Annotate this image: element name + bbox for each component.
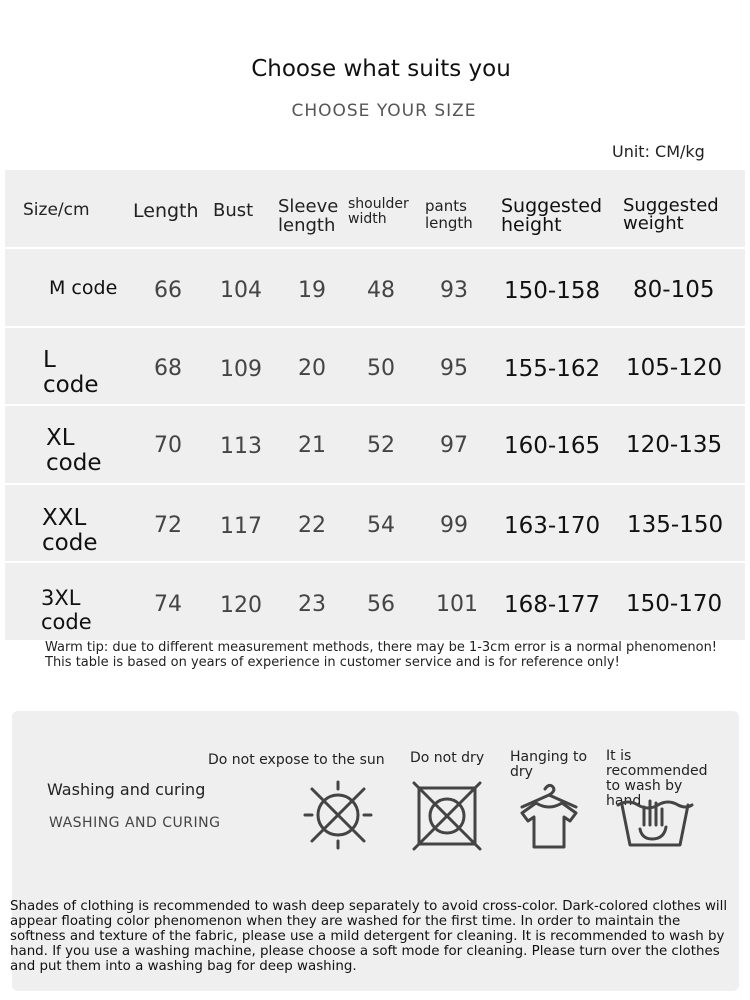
sleeve-value: 23 [298,592,326,617]
length-value: 74 [154,592,182,617]
page-title: Choose what suits you [251,56,511,82]
shoulder-value: 48 [367,278,395,303]
weight-value: 135-150 [627,512,724,538]
pants-value: 93 [440,278,468,303]
length-value: 70 [154,433,182,458]
table-row [5,483,745,562]
table-row [5,561,745,642]
label-hand-wash: It is recommended to wash by hand [606,748,708,809]
size-label: XXL code [42,505,98,556]
unit-label: Unit: CM/kg [612,142,705,161]
header-bust: Bust [213,200,254,221]
header-pants: pants length [425,197,473,232]
header-sleeve: Sleeve length [278,196,339,236]
size-label: L code [43,347,99,398]
header-size: Size/cm [23,200,90,220]
label-no-dry: Do not dry [410,750,485,766]
length-value: 68 [154,356,182,381]
weight-value: 105-120 [626,355,723,381]
height-value: 155-162 [504,356,601,382]
height-value: 168-177 [504,592,601,618]
sleeve-value: 19 [298,278,326,303]
sleeve-value: 20 [298,356,326,381]
care-note: Shades of clothing is recommended to wash deep separately to avoid cross-color. Dark-colored clothes will appear floating color phenomenon when they are washed for the first time. In order to maintain the softness and texture of the fabric, please use a mild detergent for cleaning. It is recommended to wash by hand. If you use a washing machine, please choose a soft mode for cleaning. Please turn over the clothes and put them into a washing bag for deep washing. [10,899,728,974]
header-shoulder: shoulder width [348,196,409,227]
label-hang-dry: Hanging to dry [510,749,588,780]
hand-wash-icon [614,793,696,849]
shoulder-value: 52 [367,433,395,458]
size-label: M code [49,277,118,299]
shoulder-value: 50 [367,356,395,381]
bust-value: 120 [220,593,262,618]
shoulder-value: 56 [367,592,395,617]
length-value: 66 [154,278,182,303]
shoulder-value: 54 [367,513,395,538]
pants-value: 97 [440,433,468,458]
height-value: 150-158 [504,278,601,304]
table-row [5,404,745,483]
weight-value: 150-170 [626,591,723,617]
pants-value: 95 [440,356,468,381]
size-label: XL code [46,425,102,476]
table-header-row [5,170,745,247]
weight-value: 80-105 [633,277,715,303]
care-title: Washing and curing [47,780,206,799]
weight-value: 120-135 [626,432,723,458]
bust-value: 104 [220,278,262,303]
height-value: 160-165 [504,433,601,459]
height-value: 163-170 [504,513,601,539]
sleeve-value: 21 [298,433,326,458]
sleeve-value: 22 [298,513,326,538]
bust-value: 109 [220,357,262,382]
size-label: 3XL code [41,586,92,634]
no-tumble-dry-icon [412,781,482,851]
warm-tip: Warm tip: due to different measurement methods, there may be 1-3cm error is a normal phenomenon! This table is based on years of experience in customer service and is for reference only! [45,640,718,670]
header-length: Length [133,200,199,222]
header-height: Suggested height [501,195,603,236]
bust-value: 117 [220,514,262,539]
hang-dry-icon [514,781,584,853]
no-sun-icon [300,777,376,853]
label-no-sun: Do not expose to the sun [208,752,385,768]
header-weight: Suggested weight [623,195,719,234]
length-value: 72 [154,513,182,538]
pants-value: 101 [436,592,478,617]
table-row [5,247,745,326]
table-row [5,326,745,405]
care-subtitle: WASHING AND CURING [49,815,221,831]
pants-value: 99 [440,513,468,538]
bust-value: 113 [220,434,262,459]
size-table [5,170,745,640]
page-subtitle: CHOOSE YOUR SIZE [291,101,477,121]
